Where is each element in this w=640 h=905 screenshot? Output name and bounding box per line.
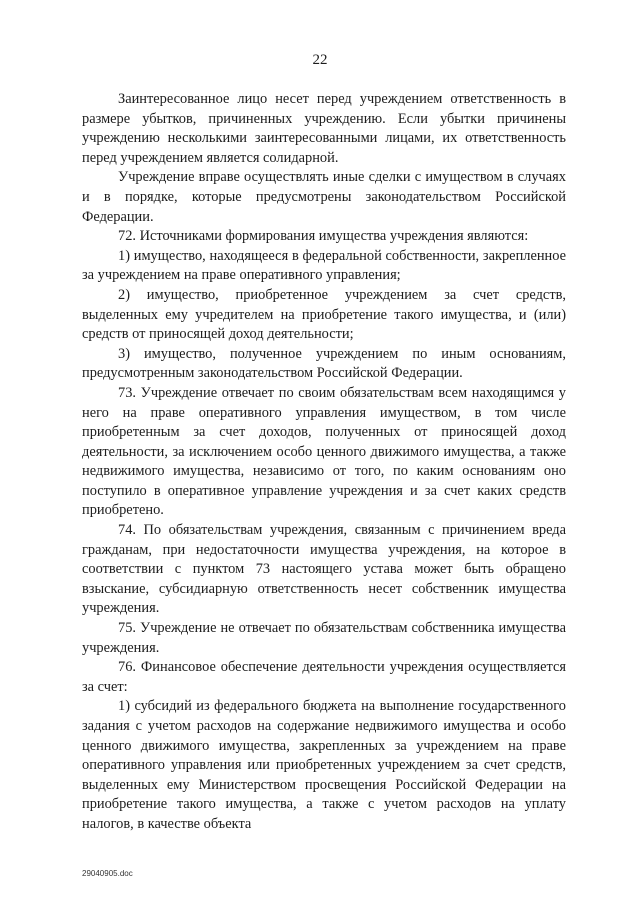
list-item: 1) субсидий из федерального бюджета на выполнение государственного задания с учетом расходов на содержание недвижимого имущества и особо ценного движимого имущества, закрепленных за учреждением на праве оперативного управления или приобретенных учреждением за счет средств, выделенных ему Министерством просвещения Российской Федерации на приобретение такого имущества, а также с учетом расходов на уплату налогов, в качестве объекта — [82, 698, 566, 832]
paragraph-74: 74. По обязательствам учреждения, связанным с причинением вреда гражданам, при недостаточности имущества учреждения, на которое в соответствии с пунктом 73 настоящего устава может быть обращено взыскание, субсидиарную ответственность несет собственник имущества учреждения. — [82, 522, 566, 617]
list-item: 1) имущество, находящееся в федеральной собственности, закрепленное за учреждением на праве оперативного управления; — [82, 247, 566, 284]
list-item: 3) имущество, полученное учреждением по иным основаниям, предусмотренным законодательством Российской Федерации. — [82, 345, 566, 382]
document-body — [82, 90, 566, 835]
paragraph-72: 72. Источниками формирования имущества учреждения являются: — [118, 228, 529, 245]
paragraph-75: 75. Учреждение не отвечает по обязательствам собственника имущества учреждения. — [82, 620, 566, 656]
paragraph-76: 76. Финансовое обеспечение деятельности учреждения осуществляется за счет: — [82, 659, 566, 695]
paragraph: Заинтересованное лицо несет перед учреждением ответственность в размере убытков, причиненных учреждению. Если убытки причинены учреждению несколькими заинтересованными лицами, их ответственность перед учреждением является солидарной. — [82, 91, 566, 166]
page-number: 22 — [312, 52, 328, 68]
list-item: 2) имущество, приобретенное учреждением за счет средств, выделенных ему учредителем на приобретение такого имущества, и (или) средств от приносящей доход деятельности; — [82, 286, 566, 343]
paragraph-73: 73. Учреждение отвечает по своим обязательствам всем находящимся у него на праве оперативного управления имуществом, в том числе приобретенным за счет доходов, полученных от приносящей доход деятельности, за исключением особо ценного движимого имущества, а также недвижимого имущества, независимо от того, по каким основаниям оно поступило в оперативное управление учреждения и за счет каких средств приобретено. — [82, 384, 566, 519]
paragraph: Учреждение вправе осуществлять иные сделки с имуществом в случаях и в порядке, которые предусмотрены законодательством Российской Федерации. — [82, 169, 566, 225]
footer-filename: 29040905.doc — [82, 869, 133, 878]
